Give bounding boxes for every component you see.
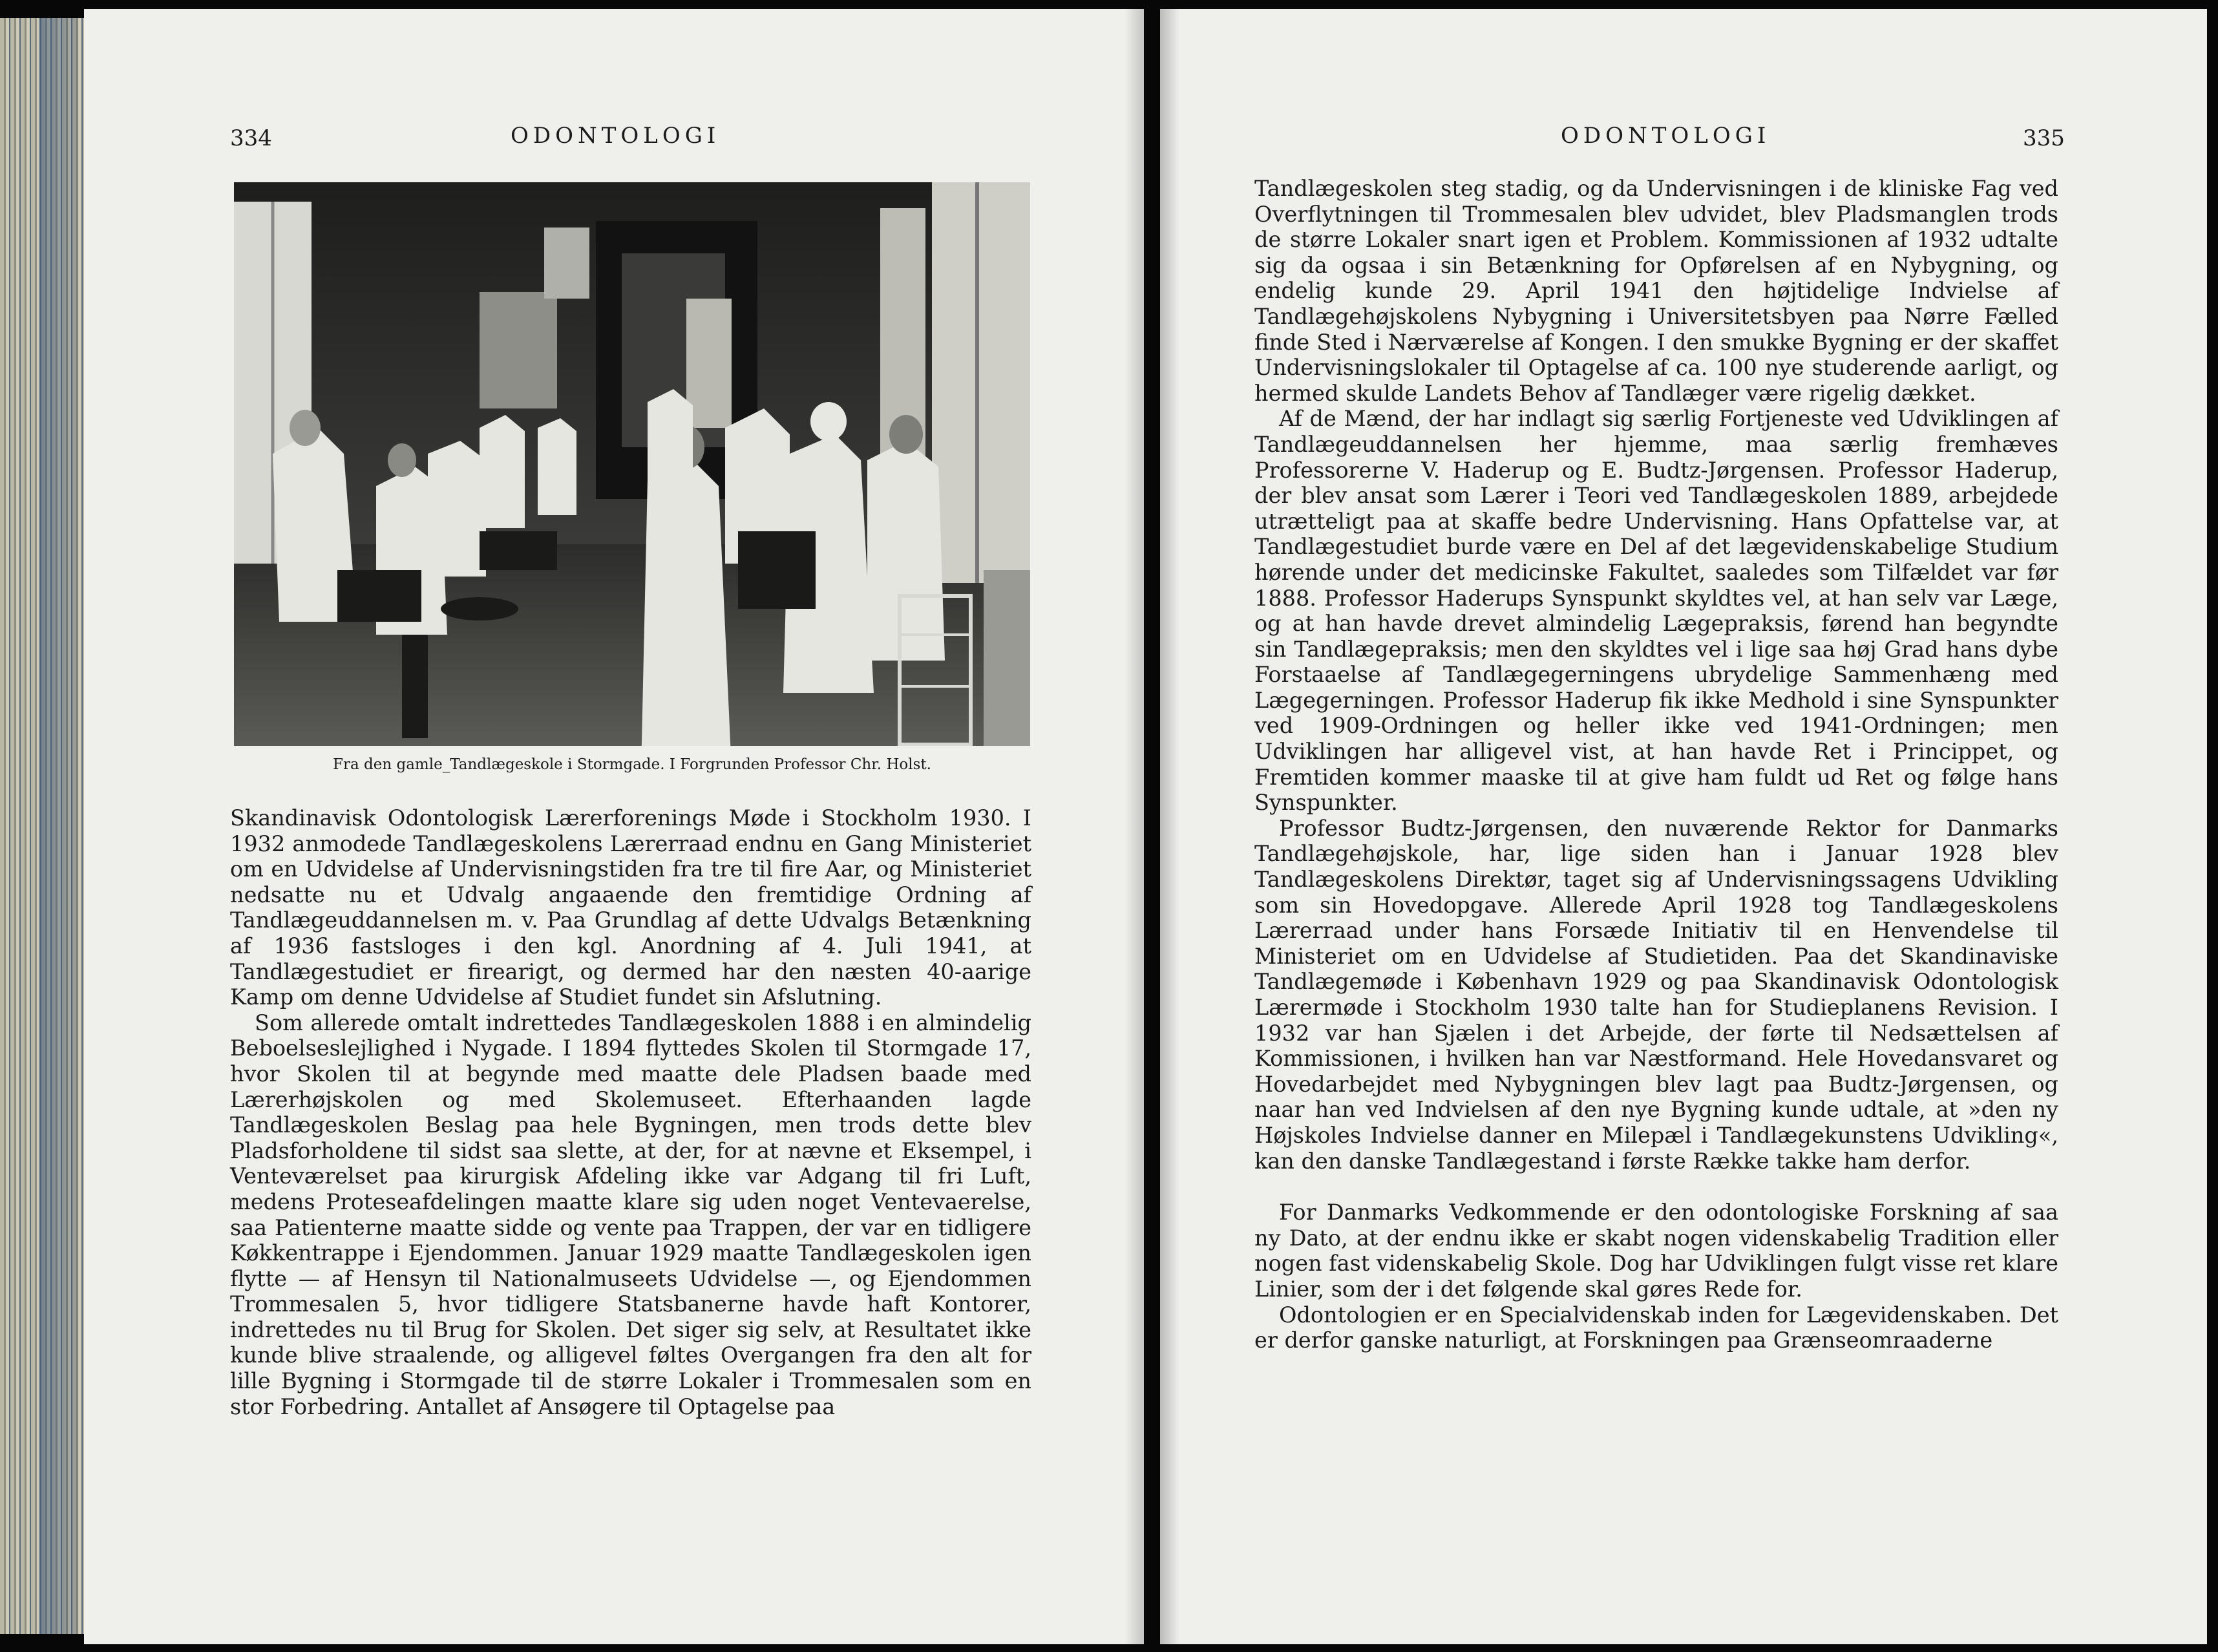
- left-body-text: [230, 805, 1031, 1419]
- gutter-shadow: [1160, 9, 1179, 1644]
- paragraph: Af de Mænd, der har indlagt sig særlig Fortjeneste ved Udviklingen af Tandlægeuddannelsen her hjemme, maa særlig fremhæves Professorerne V. Haderup og E. Budtz-Jørgensen. Professor Haderup, der blev ansat som Lærer i Teori ved Tandlægeskolen 1889, arbejdede utrætteligt paa at skaffe bedre Undervisning. Hans Opfattelse var, at Tandlægestudiet burde være en Del af det lægevidenskabelige Studium hørende under det medicinske Fakultet, saaledes som Tilfældet var før 1888. Professor Haderups Synspunkt skyldtes vel, at han selv var Læge, og at han havde drevet almindelig Lægepraksis, førend han begyndte sin Tandlægepraksis; men den skyldtes vel i lige saa høj Grad hans dybe Forstaaelse af Tandlægegerningens ubrydelige Sammenhæng med Lægegerningen. Professor Haderup fik ikke Medhold i sine Synspunkter ved 1909-Ordningen og heller ikke ved 1941-Ordningen; men Udviklingen har alligevel vist, at han havde Ret i Princippet, og Fremtiden kommer maaske til at give ham fuldt ud Ret og følge hans Synspunkter.: [1254, 406, 2058, 816]
- photo-caption: Fra den gamle_Tandlægeskole i Stormgade. I Forgrunden Professor Chr. Holst.: [333, 756, 931, 773]
- historical-clinic-photo: [234, 182, 1030, 746]
- right-page: [1160, 9, 2207, 1644]
- page-number: 334: [230, 125, 272, 151]
- paragraph: Odontologien er en Specialvidenskab inden for Lægevidenskaben. Det er derfor ganske naturligt, at Forskningen paa Grænseomraaderne: [1254, 1302, 2058, 1353]
- page-number: 335: [2023, 125, 2065, 151]
- photo-illustration: [234, 182, 1030, 746]
- right-body-text: [1254, 176, 2058, 1353]
- book-page-edges: [0, 18, 90, 1634]
- paragraph: Professor Budtz-Jørgensen, den nuværende Rektor for Danmarks Tandlægehøjskole, har, lige siden han i Januar 1928 blev Tandlægeskolens Direktør, taget sig af Undervisningssagens Udvikling som sin Hovedopgave. Allerede April 1928 tog Tandlægeskolens Lærerraad under hans Forsæde Initiativ til en Henvendelse til Ministeriet om en Udvidelse af Studietiden. Paa det Skandinaviske Tandlægemøde i København 1929 og paa Skandinavisk Odontologisk Lærermøde i Stockholm 1930 talte han for Studieplanens Revision. I 1932 var han Sjælen i det Arbejde, der førte til Nedsættelsen af Kommissionen, i hvilken han var Næstformand. Hele Hovedansvaret og Hovedarbejdet med Nybygningen blev lagt paa Budtz-Jørgensen, og naar han ved Indvielsen af den nye Bygning kunde udtale, at »den ny Højskoles Indvielse danner en Milepæl i Tandlægekunstens Udvikling«, kan den danske Tandlægestand i første Række takke ham derfor.: [1254, 815, 2058, 1174]
- running-head: ODONTOLOGI: [511, 123, 721, 149]
- paragraph: Skandinavisk Odontologisk Lærerforenings Møde i Stockholm 1930. I 1932 anmodede Tandlægeskolens Lærerraad endnu en Gang Ministeriet om en Udvidelse af Undervisningstiden fra tre til fire Aar, og Ministeriet nedsatte nu et Udvalg angaaende den fremtidige Ordning af Tandlægeuddannelsen m. v. Paa Grundlag af dette Udvalgs Betænkning af 1936 fastsloges i den kgl. Anordning af 4. Juli 1941, at Tandlægestudiet er firearigt, og dermed har den næsten 40-aarige Kamp om denne Udvidelse af Studiet fundet sin Afslutning.: [230, 805, 1031, 1010]
- gutter-shadow: [1125, 9, 1144, 1644]
- paragraph: Tandlægeskolen steg stadig, og da Undervisningen i de kliniske Fag ved Overflytningen til Trommesalen blev udvidet, blev Pladsmanglen trods de større Lokaler snart igen et Problem. Kommissionen af 1932 udtalte sig da ogsaa i sin Betænkning for Opførelsen af en Nybygning, og endelig kunde 29. April 1941 den højtidelige Indvielse af Tandlægehøjskolens Nybygning i Universitetsbyen paa Nørre Fælled finde Sted i Nærværelse af Kongen. I den smukke Bygning er der skaffet Undervisningslokaler til Optagelse af ca. 100 nye studerende aarligt, og hermed skulde Landets Behov af Tandlæger være rigelig dækket.: [1254, 176, 2058, 406]
- running-head: ODONTOLOGI: [1561, 123, 1771, 149]
- paragraph: For Danmarks Vedkommende er den odontologiske Forskning af saa ny Dato, at der endnu ikke er skabt nogen videnskabelig Tradition eller nogen fast videnskabelig Skole. Dog har Udviklingen fulgt visse ret klare Linier, som der i det følgende skal gøres Rede for.: [1254, 1200, 2058, 1302]
- paragraph: Som allerede omtalt indrettedes Tandlægeskolen 1888 i en almindelig Beboelseslejlighed i Nygade. I 1894 flyttedes Skolen til Stormgade 17, hvor Skolen til at begynde med maatte dele Pladsen baade med Lærerhøjskolen og med Skolemuseet. Efterhaanden lagde Tandlægeskolen Beslag paa hele Bygningen, men trods dette blev Pladsforholdene til sidst saa slette, at der, for at nævne et Eksempel, i Venteværelset paa kirurgisk Afdeling ikke var Adgang til fri Luft, medens Proteseafdelingen maatte klare sig uden noget Ventevaerelse, saa Patienterne maatte sidde og vente paa Trappen, der var en tidligere Køkkentrappe i Ejendommen. Januar 1929 maatte Tandlægeskolen igen flytte — af Hensyn til Nationalmuseets Udvidelse —, og Ejendommen Trommesalen 5, hvor tidligere Statsbanerne havde haft Kontorer, indrettedes nu til Brug for Skolen. Det siger sig selv, at Resultatet ikke kunde blive straalende, og alligevel føltes Overgangen fra den alt for lille Bygning i Stormgade til de større Lokaler i Trommesalen som en stor Forbedring. Antallet af Ansøgere til Optagelse paa: [230, 1010, 1031, 1419]
- left-page: [84, 9, 1144, 1644]
